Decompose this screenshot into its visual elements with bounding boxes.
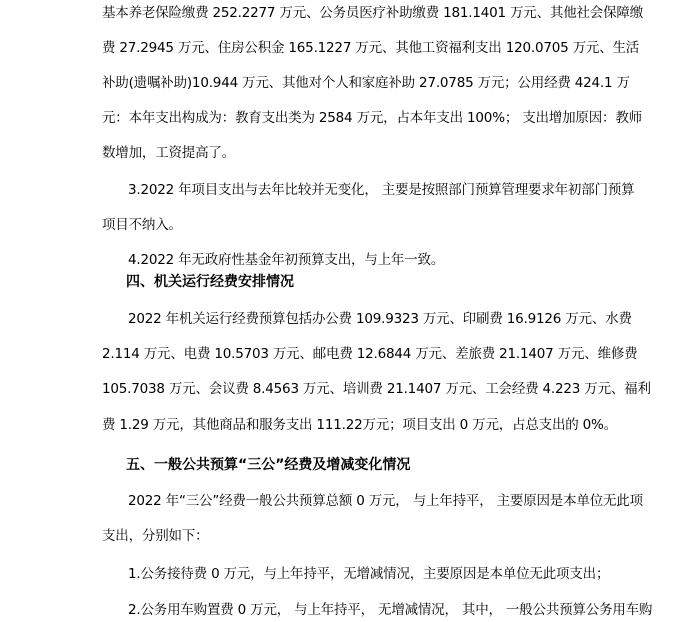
paragraph-line: 补助(遗嘱补助)10.944 万元、其他对个人和家庭补助 27.0785 万元；公用经费 424.1 万 xyxy=(102,75,630,91)
section-heading: 四、机关运行经费安排情况 xyxy=(126,274,294,290)
paragraph-line: 105.7038 万元、会议费 8.4563 万元、培训费 21.1407 万元、工会经费 4.223 万元、福利 xyxy=(102,381,651,397)
paragraph-line: 费 27.2945 万元、住房公积金 165.1227 万元、其他工资福利支出 120.0705 万元、生活 xyxy=(102,40,640,56)
paragraph-line: 基本养老保险缴费 252.2277 万元、公务员医疗补助缴费 181.1401 万元、其他社会保障缴 xyxy=(102,5,643,21)
paragraph-line: 元：本年支出构成为：教育支出类为 2584 万元，占本年支出 100%； 支出增加原因：教师 xyxy=(102,110,642,126)
paragraph-line: 费 1.29 万元，其他商品和服务支出 111.22万元；项目支出 0 万元，占总支出的 0%。 xyxy=(102,417,617,433)
paragraph-line: 支出，分别如下： xyxy=(102,528,209,544)
paragraph-line: 1.公务接待费 0 万元，与上年持平，无增减情况，主要原因是本单位无此项支出； xyxy=(128,566,610,582)
paragraph-line: 3.2022 年项目支出与去年比较并无变化， 主要是按照部门预算管理要求年初部门预算 xyxy=(128,182,635,198)
paragraph-line: 2022 年“三公”经费一般公共预算总额 0 万元， 与上年持平， 主要原因是本单位无此项 xyxy=(128,493,643,509)
paragraph-line: 2.公务用车购置费 0 万元， 与上年持平， 无增减情况， 其中， 一般公共预算公务用车购 xyxy=(128,602,653,618)
paragraph-line: 2022 年机关运行经费预算包括办公费 109.9323 万元、印刷费 16.9126 万元、水费 xyxy=(128,311,632,327)
paragraph-line: 项目不纳入。 xyxy=(102,217,182,233)
paragraph-line: 2.114 万元、电费 10.5703 万元、邮电费 12.6844 万元、差旅费 21.1407 万元、维修费 xyxy=(102,346,638,362)
paragraph-line: 数增加，工资提高了。 xyxy=(102,145,235,161)
paragraph-line: 4.2022 年无政府性基金年初预算支出，与上年一致。 xyxy=(128,252,445,268)
section-heading: 五、一般公共预算“三公”经费及增减变化情况 xyxy=(126,457,411,473)
